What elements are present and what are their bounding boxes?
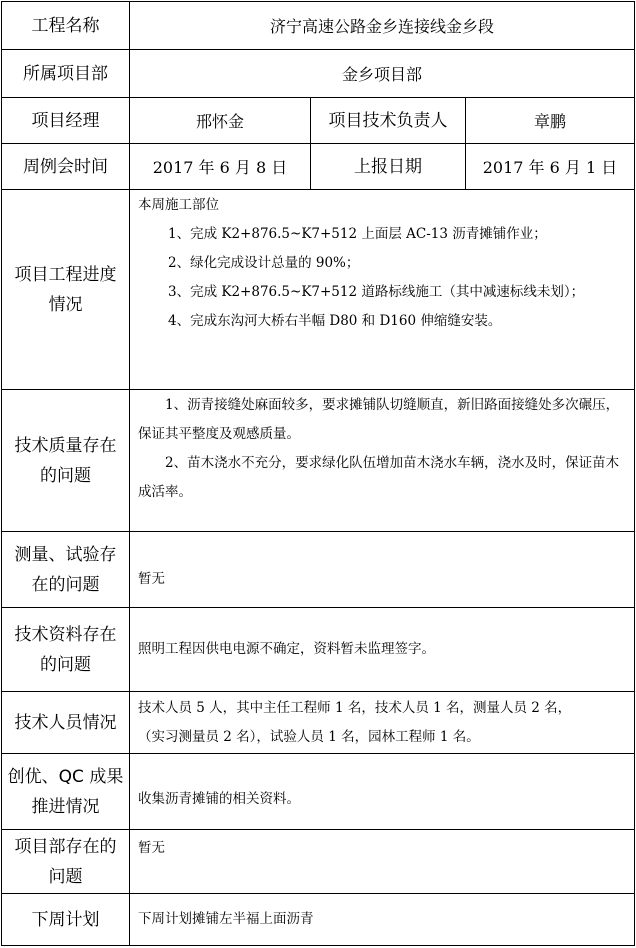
manager-value: 邢怀金: [130, 98, 311, 144]
department-value: 金乡项目部: [130, 50, 635, 98]
report-date-label: 上报日期: [311, 144, 466, 190]
weekly-report-table: [1, 1, 635, 946]
row-dept-issues: [2, 830, 635, 894]
dept-issues-value: 暂无: [130, 830, 635, 894]
quality-label-line1: 技术质量存在: [14, 435, 117, 456]
next-week-value: 下周计划摊铺左半福上面沥青: [130, 894, 635, 946]
progress-item: 3、完成 K2+876.5~K7+512 道路标线施工（其中减速标线未划）；: [168, 284, 585, 300]
documents-label: [2, 608, 130, 692]
meeting-time-label: 周例会时间: [2, 144, 130, 190]
survey-label: [2, 532, 130, 608]
staff-label: 技术人员情况: [2, 692, 130, 754]
staff-content: [130, 692, 635, 754]
meeting-time-value: 2017 年 6 月 8 日: [130, 144, 311, 190]
staff-line: （实习测量员 2 名），试验人员 1 名，园林工程师 1 名。: [138, 728, 480, 745]
department-label: 所属项目部: [2, 50, 130, 98]
progress-label: [2, 190, 130, 390]
qc-label-line2: 推进情况: [31, 796, 100, 817]
row-meeting: [2, 144, 635, 190]
progress-item: 2、绿化完成设计总量的 90%；: [168, 255, 360, 271]
qc-value: 收集沥青摊铺的相关资料。: [130, 754, 635, 830]
project-name-label: 工程名称: [2, 2, 130, 50]
manager-label: 项目经理: [2, 98, 130, 144]
tech-lead-value: 章鹏: [466, 98, 635, 144]
survey-label-line2: 在的问题: [31, 574, 100, 595]
quality-label-line2: 的问题: [40, 465, 91, 486]
survey-value: 暂无: [130, 532, 635, 608]
progress-item: 1、完成 K2+876.5~K7+512 上面层 AC-13 沥青摊铺作业；: [168, 226, 547, 242]
progress-content: [130, 190, 635, 390]
quality-label: [2, 390, 130, 532]
progress-label-line2: 情况: [48, 294, 83, 315]
tech-lead-label: 项目技术负责人: [311, 98, 466, 144]
row-project-name: [2, 2, 635, 50]
progress-item: 4、完成东沟河大桥右半幅 D80 和 D160 伸缩缝安装。: [168, 313, 502, 329]
qc-label: [2, 754, 130, 830]
row-next-week: [2, 894, 635, 946]
row-department: [2, 50, 635, 98]
qc-label-line1: 创优、QC 成果: [7, 766, 124, 787]
survey-label-line1: 测量、试验存: [14, 544, 117, 565]
dept-issues-label-line2: 问题: [48, 866, 83, 887]
row-qc: [2, 754, 635, 830]
report-date-value: 2017 年 6 月 1 日: [466, 144, 635, 190]
quality-item: 1、沥青接缝处麻面较多，要求摊铺队切缝顺直，新旧路面接缝处多次碾压，保证其平整度及观感质量。: [138, 397, 620, 442]
progress-label-line1: 项目工程进度: [14, 264, 117, 285]
dept-issues-label: [2, 830, 130, 894]
quality-item: 2、苗木浇水不充分，要求绿化队伍增加苗木浇水车辆，浇水及时，保证苗木成活率。: [138, 455, 620, 500]
row-manager: [2, 98, 635, 144]
progress-heading: 本周施工部位: [138, 197, 219, 213]
row-survey: [2, 532, 635, 608]
staff-line: 技术人员 5 人，其中主任工程师 1 名，技术人员 1 名，测量人员 2 名，: [138, 699, 572, 716]
row-progress: [2, 190, 635, 390]
dept-issues-label-line1: 项目部存在的: [14, 836, 117, 857]
documents-label-line1: 技术资料存在: [14, 624, 117, 645]
next-week-label: 下周计划: [2, 894, 130, 946]
project-name-value: 济宁高速公路金乡连接线金乡段: [130, 2, 635, 50]
row-quality: [2, 390, 635, 532]
documents-label-line2: 的问题: [40, 654, 91, 675]
documents-value: 照明工程因供电电源不确定，资料暂未监理签字。: [130, 608, 635, 692]
quality-content: [130, 390, 635, 532]
row-staff: [2, 692, 635, 754]
row-documents: [2, 608, 635, 692]
